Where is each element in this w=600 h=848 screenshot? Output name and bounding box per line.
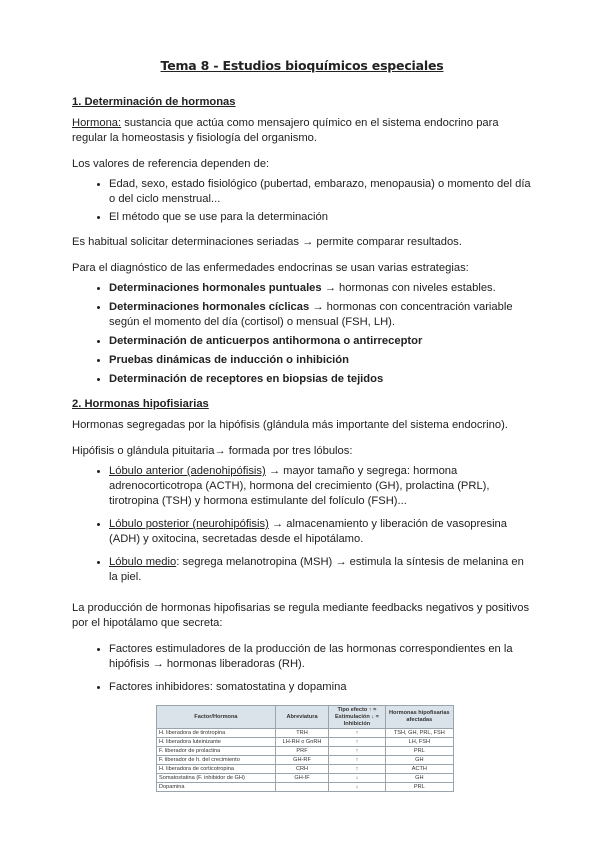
page-title: Tema 8 - Estudios bioquímicos especiales: [160, 58, 444, 73]
reference-list: [72, 177, 532, 225]
section-1-heading: 1. Determinación de hormonas: [72, 96, 236, 108]
table-row: [157, 756, 454, 765]
list-item: [109, 353, 532, 368]
table-cell: ACTH: [385, 765, 453, 774]
lobe-name: Lóbulo anterior (adenohipófisis): [109, 465, 266, 477]
strategies-intro: Para el diagnóstico de las enfermedades endocrinas se usan varias estrategias:: [72, 262, 469, 274]
list-item: [109, 555, 532, 585]
table-cell: H. liberadora luteinizante: [157, 738, 276, 747]
lobe-text: → almacenamiento y liberación de vasopresina (ADH) y oxitocina, secretadas desde el hipotálamo.: [109, 518, 507, 545]
table-cell: GH: [385, 774, 453, 783]
lobes-intro: Hipófisis o glándula pituitaria→ formada por tres lóbulos:: [72, 445, 353, 457]
table-cell: ↓: [329, 774, 385, 783]
regulation-text: La producción de hormonas hipofisarias se regula mediante feedbacks negativos y positivos por el hipotálamo que secreta:: [72, 602, 530, 629]
table-row: [157, 729, 454, 738]
table-header: Hormonas hipofisarias afectadas: [385, 706, 453, 729]
document-page: [72, 58, 532, 792]
strategy-title: Determinación de receptores en biopsias de tejidos: [109, 373, 384, 385]
table-cell: TRH: [275, 729, 328, 738]
strategies-list: [72, 281, 532, 387]
lobe-text: → mayor tamaño y segrega: hormona adrenocorticotropa (ACTH), hormona del crecimiento (GH), prolactina (PRL), tirotropina (TSH) y hormona estimulante del folículo (FSH)...: [109, 465, 490, 507]
lobe-name: Lóbulo posterior (neurohipófisis): [109, 518, 269, 530]
table-header: Abreviatura: [275, 706, 328, 729]
lobe-text: : segrega melanotropina (MSH) → estimula la síntesis de melanina en la piel.: [109, 556, 524, 583]
section-2-intro: Hormonas segregadas por la hipófisis (glándula más importante del sistema endocrino).: [72, 419, 508, 431]
reference-intro: Los valores de referencia dependen de:: [72, 158, 270, 170]
table-header-row: [157, 706, 454, 729]
section-2-heading: 2. Hormonas hipofisiarias: [72, 398, 209, 410]
table-cell: ↑: [329, 738, 385, 747]
strategy-title: Determinación de anticuerpos antihormona o antirreceptor: [109, 335, 423, 347]
table-cell: PRL: [385, 783, 453, 792]
table-header: Tipo efecto ↑ = Estimulación ↓ = Inhibición: [329, 706, 385, 729]
list-item: [109, 300, 532, 330]
list-item: [109, 334, 532, 349]
table-cell: TSH, GH, PRL, FSH: [385, 729, 453, 738]
table-cell: LH, FSH: [385, 738, 453, 747]
lobe-name: Lóbulo medio: [109, 556, 177, 568]
table-cell: Somatostatina (F. inhibidor de GH): [157, 774, 276, 783]
table-cell: GH-IF: [275, 774, 328, 783]
table-cell: ↑: [329, 747, 385, 756]
strategy-title: Determinaciones hormonales cíclicas: [109, 301, 310, 313]
strategy-title: Pruebas dinámicas de inducción o inhibición: [109, 354, 349, 366]
table-row: [157, 765, 454, 774]
list-item: [109, 281, 532, 296]
list-item: • Factores inhibidores: somatostatina y dopamina: [109, 680, 532, 695]
table-cell: F. liberador de h. del crecimiento: [157, 756, 276, 765]
strategy-text: → hormonas con niveles estables.: [321, 282, 496, 294]
table-cell: ↑: [329, 729, 385, 738]
serial-note: Es habitual solicitar determinaciones seriadas → permite comparar resultados.: [72, 236, 462, 248]
hormone-definition: [72, 116, 532, 146]
strategy-text: → hormonas con concentración variable según el momento del día (cortisol) o mensual (FSH, LH).: [109, 301, 513, 328]
definition-term: Hormona:: [72, 117, 122, 129]
table-cell: LH-RH o GnRH: [275, 738, 328, 747]
table-cell: CRH: [275, 765, 328, 774]
list-item: [109, 517, 532, 547]
table-header: Factor/Hormona: [157, 706, 276, 729]
table-cell: H. liberadora de tirotropina: [157, 729, 276, 738]
strategy-title: Determinaciones hormonales puntuales: [109, 282, 322, 294]
factors-list: [72, 642, 532, 695]
definition-text: sustancia que actúa como mensajero químico en el sistema endocrino para regular la homeostasis y fisiología del organismo.: [72, 117, 499, 144]
table-row: [157, 783, 454, 792]
table-cell: ↑: [329, 756, 385, 765]
table-cell: PRF: [275, 747, 328, 756]
list-item: • Edad, sexo, estado fisiológico (pubertad, embarazo, menopausia) o momento del día o del ciclo menstrual...: [109, 177, 532, 207]
table-row: [157, 747, 454, 756]
table-cell: [275, 783, 328, 792]
table-cell: H. liberadora de corticotropina: [157, 765, 276, 774]
list-item: • Factores estimuladores de la producción de las hormonas correspondientes en la hipófisis → hormonas liberadoras (RH).: [109, 642, 532, 672]
table-row: [157, 774, 454, 783]
table-cell: GH: [385, 756, 453, 765]
table-cell: ↓: [329, 783, 385, 792]
list-item: [109, 372, 532, 387]
table-row: [157, 738, 454, 747]
table-cell: PRL: [385, 747, 453, 756]
hormones-table: [156, 705, 454, 792]
table-cell: Dopamina: [157, 783, 276, 792]
table-cell: F. liberador de prolactina: [157, 747, 276, 756]
table-cell: GH-RF: [275, 756, 328, 765]
list-item: • El método que se use para la determinación: [109, 210, 532, 225]
table-cell: ↑: [329, 765, 385, 774]
list-item: [109, 464, 532, 509]
lobes-list: [72, 464, 532, 585]
